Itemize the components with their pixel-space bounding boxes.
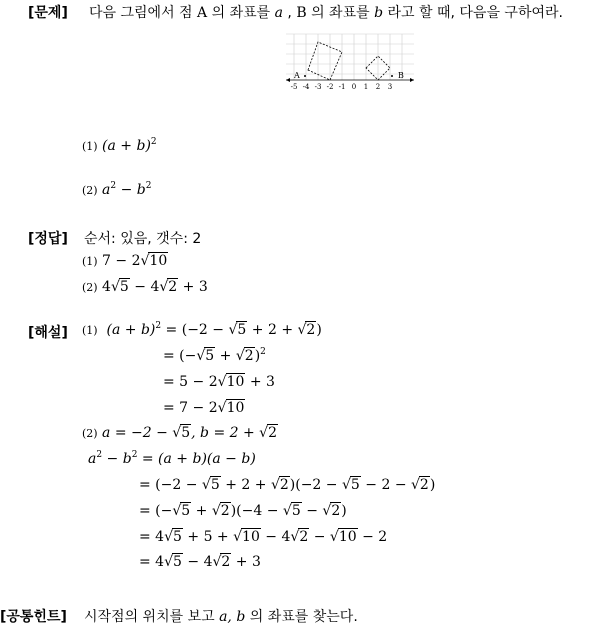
- arrow-right-icon: [410, 78, 414, 82]
- point-a-dot: [304, 75, 306, 77]
- tick-label: -2: [326, 83, 334, 91]
- hint-tag: [공통힌트]: [0, 609, 67, 625]
- hint-text: 시작점의 위치를 보고 a, b 의 좌표를 찾는다.: [84, 609, 358, 625]
- solution-line-8: = (−√5 + √2)(−4 − √5 − √2): [139, 503, 347, 519]
- square-a: [308, 42, 342, 80]
- tick-label: -1: [338, 83, 346, 91]
- solution-line-7: = (−2 − √5 + 2 + √2)(−2 − √5 − 2 − √2): [139, 477, 436, 493]
- axis-tick-labels: [291, 83, 393, 91]
- solution-line-1: (1) $(a + b)^2 = (-2 - √5 + 2 + √2)$: [82, 321, 322, 338]
- point-a-label: A: [294, 71, 300, 80]
- point-b-dot: [391, 75, 393, 77]
- point-b-label: B: [398, 71, 404, 80]
- tick-label: -5: [290, 83, 298, 91]
- solution-line-9: = 4√5 + 5 + √10 − 4√2 − √10 − 2: [139, 529, 388, 545]
- arrow-left-icon: [286, 78, 290, 82]
- tick-label: -4: [302, 83, 310, 91]
- grid-lines: [286, 34, 414, 80]
- question-2: (2) $a^2 - b^2$: [82, 181, 152, 198]
- question-1: (1) $(a + b)^2$: [82, 137, 157, 154]
- tick-label: 3: [387, 83, 393, 91]
- solution-line-2: = $(-√5 + √2)^2$: [163, 347, 266, 364]
- solution-line-4: = 7 − 2√10: [163, 400, 245, 416]
- solution-line-10: = 4√5 − 4√2 + 3: [139, 554, 261, 570]
- tick-label: 1: [363, 83, 369, 91]
- solution-line-5: (2) a = −2 − √5, b = 2 + √2: [82, 425, 278, 441]
- tick-label: 2: [375, 83, 381, 91]
- problem-tag: [문제]: [28, 5, 68, 21]
- answer-tag: [정답]: [28, 231, 68, 247]
- problem-text: 다음 그림에서 점 A 의 좌표를 a , B 의 좌표를 b 라고 할 때, 다음을 구하여라.: [89, 5, 563, 21]
- tick-label: -3: [314, 83, 322, 91]
- solution-tag: [해설]: [28, 325, 68, 341]
- answer-meta: 순서: 있음, 갯수: 2: [84, 231, 202, 247]
- solution-line-3: = 5 − 2√10 + 3: [163, 374, 275, 390]
- answer-2: (2) 4√5 − 4√2 + 3: [82, 279, 208, 295]
- answer-1: (1) 7 − 2√10: [82, 253, 168, 269]
- tick-label: 0: [351, 83, 357, 91]
- solution-line-6: $a^2 - b^2 = (a + b)(a - b)$: [88, 450, 256, 467]
- number-line-figure: [284, 32, 416, 92]
